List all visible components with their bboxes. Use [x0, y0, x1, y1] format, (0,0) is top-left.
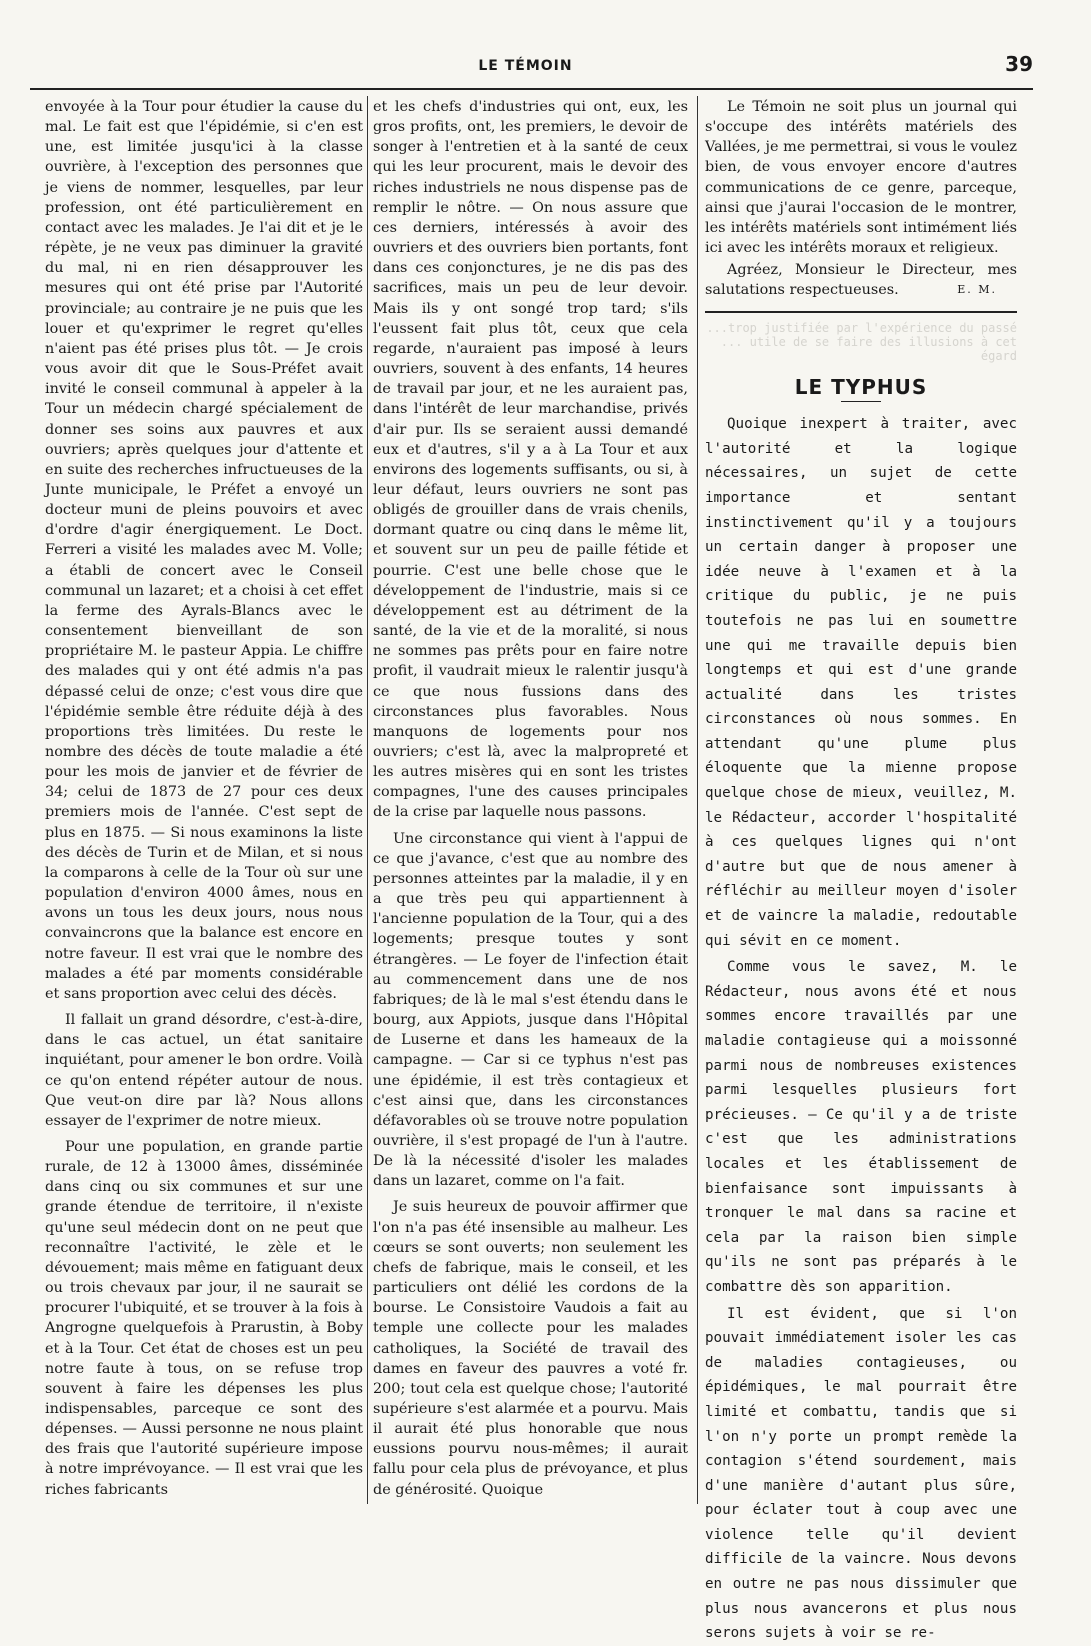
column-2: [373, 97, 688, 1507]
title-dash: [841, 401, 881, 402]
signoff-text: Agréez, Monsieur le Directeur, mes salutations respectueuses.: [705, 262, 1017, 299]
running-head: [30, 52, 1033, 82]
author-initials: E. M.: [957, 283, 997, 297]
letter-signoff: [705, 260, 1017, 300]
section-rule: [705, 311, 1017, 313]
column2-paragraph-3: Je suis heureux de pouvoir affirmer que l'on n'a pas été insensible au malheur. Les cœurs se sont ouverts; non seulement les chefs de fabrique, mais le conseil, et les particuliers ont délié les cordons de la bourse. Le Consistoire Vaudois a fait au temple une collecte pour les malades catholiques, la Société de travail des dames en faveur des pauvres a voté fr. 200; tout cela est quelque chose; l'autorité supérieure s'est alarmée et a pourvu. Mais il aurait été plus honorable que nous eussions pourvu nous-mêmes; il aurait fallu pour cela plus de prévoyance, et plus de générosité. Quoique: [373, 1199, 688, 1498]
running-title: LE TÉMOIN: [478, 58, 573, 74]
column3-paragraph-3: Comme vous le savez, M. le Rédacteur, nous avons été et nous sommes encore travaillés par une maladie contagieuse qui a moissonné parmi nous de nombreuses existences parmi lesquelles plusieurs fort précieuses. — Ce qu'il y a de triste c'est que les administrations locales et les établissement de bienfaisance sont impuissants à tronquer le mal dans sa racine et cela par la raison bien simple qu'ils ne sont pas préparés à le combattre dès son apparition.: [705, 959, 1017, 1295]
column-3: [705, 97, 1017, 1642]
header-rule: [30, 88, 1033, 90]
column-1: [45, 97, 363, 1507]
section-title: LE TYPHUS: [794, 374, 928, 399]
column-divider-2: [697, 96, 698, 1504]
column-divider-1: [367, 96, 368, 1504]
column3-paragraph-4: Il est évident, que si l'on pouvait immédiatement isoler les cas de maladies contagieuses, ou épidémiques, le mal pourrait être limité et combattu, tandis que si l'on n'y porte un prompt remède la contagion s'étend sourdement, mais d'une manière d'autant plus sûre, pour éclater tout à coup avec une violence telle qu'il devient difficile de la vaincre. Nous devons en outre ne pas nous dissimuler que plus nous avancerons et plus nous serons sujets à voir se re-: [705, 1305, 1017, 1642]
page-number: 39: [1005, 52, 1033, 76]
column3-paragraph-1: Le Témoin ne soit plus un journal qui s'occupe des intérêts matériels des Vallées, je me permettrai, si vous le voulez bien, de vous envoyer encore d'autres communications de ce genre, parceque, ainsi que j'aurai l'occasion de le montrer, les intérêts matériels sont intimément liés ici avec les intérêts moraux et religieux.: [705, 99, 1017, 257]
column2-paragraph-2: Une circonstance qui vient à l'appui de ce que j'avance, c'est que au nombre des personnes atteintes par la maladie, il y en a que très peu qui appartiennent à l'ancienne population de la Tour, qui a des logements; presque toutes y sont étrangères. — Le foyer de l'infection était au commencement dans une de nos fabriques; de là le mal s'est étendu dans le bourg, aux Appiots, jusque dans l'Hôpital de Luserne et dans les hameaux de la campagne. — Car si ce typhus n'est pas une épidémie, il est très contagieux et c'est ainsi que, dans les circonstances défavorables où se trouve notre population ouvrière, il s'est propagé de l'un à l'autre. De là la nécessité d'isoler les malades dans un lazaret, comme on l'a fait.: [373, 830, 688, 1190]
letter-ending: [705, 97, 1017, 301]
column1-paragraph-3: Pour une population, en grande partie rurale, de 12 à 13000 âmes, disséminée dans cinq ou six communes et sur une grande étendue de territoire, il n'existe qu'une seul médecin dont on ne peut que reconnaître l'activité, le zèle et le dévouement; mais même en fatiguant deux ou trois chevaux par jour, il ne saurait se procurer l'ubiquité, et se trouver à la fois à Angrogne quelquefois à Prarustin, à Boby et à la Tour. Cet état de choses est un peu notre faute à tous, on se refuse trop souvent à faire les dépenses les plus indispensables, parceque ce sont des dépenses. — Aussi personne ne nous plaint des frais que l'autorité supérieure impose à notre imprévoyance. — Il est vrai que les riches fabricants: [45, 1138, 363, 1498]
column3-paragraph-2: Quoique inexpert à traiter, avec l'autorité et la logique nécessaires, un sujet de cette importance et sentant instinctivement qu'il y a toujours un certain danger à proposer une idée neuve à l'examen et à la critique du public, je ne puis toutefois ne pas lui en soumettre une qui me travaille depuis bien longtemps et qui est d'une grande actualité dans les tristes circonstances où nous sommes. En attendant qu'une plume plus éloquente que la mienne propose quelque chose de mieux, veuillez, M. le Rédacteur, accorder l'hospitalité à ces quelques lignes qui n'ont d'autre but que de nous amener à réfléchir au meilleur moyen d'isoler et de vaincre la maladie, redoutable qui sévit en ce moment.: [705, 416, 1017, 949]
column1-paragraph-2: Il fallait un grand désordre, c'est-à-dire, dans le cas actuel, un état sanitaire inquiétant, pour amener le bon ordre. Voilà ce qu'on entend répéter autour de nous. Que veut-on dire par là? Nous allons essayer de l'exprimer de notre mieux.: [45, 1012, 363, 1129]
column2-paragraph-1: et les chefs d'industries qui ont, eux, les gros profits, ont, les premiers, le devoir de songer à l'entretien et à la santé de ceux qui les leur procurent, mais le devoir des riches industriels ne nous dispense pas de remplir le nôtre. — On nous assure que ces derniers, intéressés à avoir des ouvriers et des ouvriers bien portants, font dans ces conjonctures, je ne dis pas des sacrifices, mais un peu de leur devoir. Mais ils y ont songé trop tard; s'ils l'eussent fait plus tôt, ceux que cela regarde, n'auraient pas imposé à leurs ouvriers, souvent à des enfants, 14 heures de travail par jour, et ne les auraient pas, dans l'intérêt de leur marchandise, privés d'air pur. Ils se seraient aussi demandé eux et d'autres, s'il y a à La Tour et aux environs des logements suffisants, ou si, à leur défaut, leurs ouvriers ne sont pas obligés de grouiller dans de vrais chenils, dormant quatre ou cinq dans le même lit, et souvent sur un peu de paille fétide et pourrie. C'est une belle chose que le développement de l'industrie, mais si ce développement est au détriment de la santé, de la vie et de la moralité, si nous ne sommes pas prêts pour en faire notre profit, il vaudrait mieux le ralentir jusqu'à ce que nous fussions dans des circonstances plus favorables. Nous manquons de logements pour nos ouvriers; c'est là, avec la malpropreté et les autres misères qui en sont les tristes compagnes, l'une des causes principales de la crise par laquelle nous passons.: [373, 99, 688, 821]
bleed-through-text: ...trop justifiée par l'expérience du passé ... utile de se faire des illusions à cet égard: [706, 320, 1017, 363]
column1-paragraph-1: envoyée à la Tour pour étudier la cause du mal. Le fait est que l'épidémie, si c'en est une, est limitée jusqu'ici à la classe ouvrière, à l'exception des personnes que je viens de nommer, lesquelles, par leur profession, ont été particulièrement en contact avec les malades. Je l'ai dit et je le répète, je ne veux pas diminuer la gravité du mal, ni en rien désapprouver les mesures qui ont été prise par l'Autorité provinciale; au contraire je ne puis que les louer et qu'exprimer le regret qu'elles n'aient pas été prises plus tôt. — Je crois vous avoir dit que le Sous-Préfet avait invité le conseil communal à appeler à la Tour un médecin chargé spécialement de donner ses soins aux pauvres et aux ouvriers; après quelques jour d'attente et en suite des recherches infructueuses de la Junte municipale, le Préfet a envoyé un docteur muni de pleins pouvoirs et avec d'ordre d'agir énergiquement. Le Doct. Ferreri a visité les malades avec M. Volle; a établi de concert avec le Conseil communal un lazaret; et a choisi à cet effet la ferme des Ayrals-Blancs avec le consentement bienveillant de son propriétaire M. le pasteur Appia. Le chiffre des malades qui y ont été admis n'a pas dépassé celui de onze; c'est vous dire que l'épidémie semble être réduite déjà à des proportions très limitées. Du reste le nombre des décès de toute maladie a été pour les mois de janvier et de février de 34; celui de 1873 de 27 pour ces deux premiers mois de l'année. C'est sept de plus en 1875. — Si nous examinons la liste des décès de Turin et de Milan, et si nous la comparons à celle de la Tour où sur une population d'environ 4000 âmes, nous en avons un tous les deux jours, nous nous convaincrons que la balance est encore en notre faveur. Il est vrai que le nombre des malades a été par moments considérable et sans proportion avec celui des décès.: [45, 99, 363, 1002]
